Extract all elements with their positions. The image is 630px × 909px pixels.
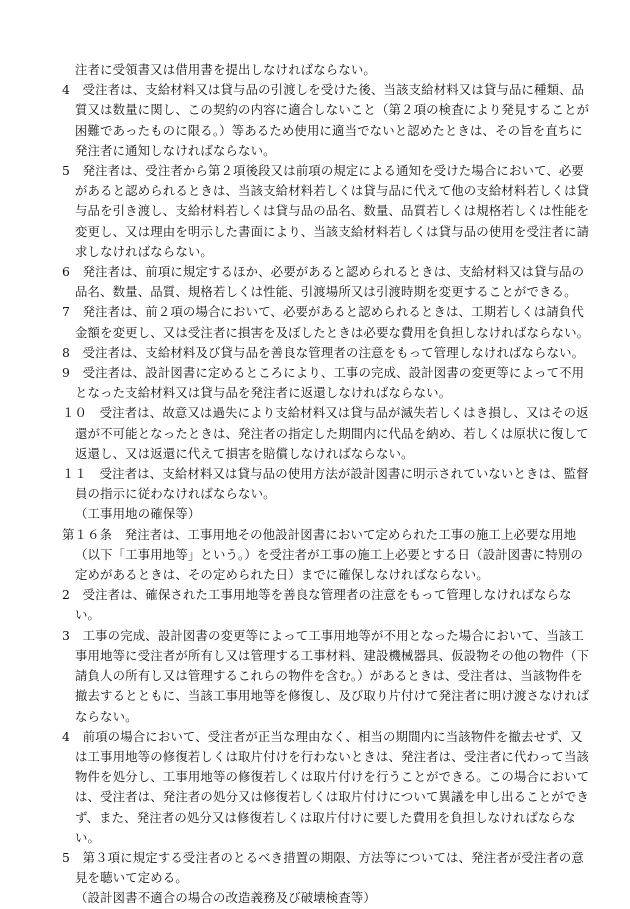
paragraph-16-3: 3 工事の完成、設計図書の変更等によって工事用地等が不用となった場合において、当該工事用地等に受注者が所有し又は管理する工事材料、建設機械器具、仮設物その他の物件（下請負人の所有し又は管理するこれらの物件を含む。）があるときは、受注者は、当該物件を撤去するとともに、当該工事用地等を修復し、及び取り片付けて発注者に明け渡さなければならない。 (62, 627, 590, 724)
paragraph-15-4: 4 受注者は、支給材料又は貸与品の引渡しを受けた後、当該支給材料又は貸与品に種類、品質又は数量に関し、この契約の内容に適合しないこと（第２項の検査により発見することが困難であったものに限る。）等あるため使用に適当でないと認めたときは、その旨を直ちに発注者に通知しなければならない。 (62, 82, 590, 158)
article-16-heading: （工事用地の確保等） (75, 506, 201, 522)
article-17-heading: （設計図書不適合の場合の改造義務及び破壊検査等） (75, 890, 376, 906)
paragraph-15-7: 7 発注者は、前２項の場合において、必要があると認められるときは、工期若しくは請負代金額を変更し、又は受注者に損害を及ぼしたときは必要な費用を負担しなければならない。 (62, 304, 590, 340)
paragraph-16-2: 2 受注者は、確保された工事用地等を善良な管理者の注意をもって管理しなければならない。 (62, 587, 572, 623)
paragraph-15-5: 5 発注者は、受注者から第２項後段又は前項の規定による通知を受けた場合において、必要があると認められるときは、当該支給材料若しくは貸与品に代えて他の支給材料若しくは貸与品を引き渡し、支給材料若しくは貸与品の品名、数量、品質若しくは規格若しくは性能を変更し、又は理由を明示した書面により、当該支給材料若しくは貸与品の使用を受注者に請求しなければならない。 (62, 163, 590, 259)
paragraph-15-10: １０ 受注者は、故意又は過失により支給材料又は貸与品が滅失若しくはき損し、又はその返還が不可能となったときは、発注者の指定した期間内に代品を納め、若しくは原状に復して返還し、又は返還に代えて損害を賠償しなければならない。 (62, 405, 589, 461)
paragraph-16-5: 5 第３項に規定する受注者のとるべき措置の期限、方法等については、発注者が受注者の意見を聴いて定める。 (62, 849, 584, 886)
paragraph-15-9: 9 受注者は、設計図書に定めるところにより、工事の完成、設計図書の変更等によって不用となった支給材料又は貸与品を発注者に返還しなければならない。 (62, 365, 585, 401)
paragraph-15-8: 8 受注者は、支給材料及び貸与品を善良な管理者の注意をもって管理しなければならない。 (62, 344, 585, 360)
article-16-paragraph-1: 第１６条 発注者は、工事用地その他設計図書において定められた工事の施工上必要な用地（以下「工事用地等」という。）を受注者が工事の施工上必要とする日（設計図書に特別の定めがあるときは、その定められた日）までに確保しなければならない。 (62, 526, 583, 583)
paragraph-15-11: １１ 受注者は、支給材料又は貸与品の使用方法が設計図書に明示されていないときは、監督員の指示に従わなければならない。 (62, 466, 589, 502)
paragraph-15-6: 6 発注者は、前項に規定するほか、必要があると認められるときは、支給材料又は貸与品の品名、数量、品質、規格若しくは性能、引渡場所又は引渡時期を変更することができる。 (62, 264, 585, 300)
paragraph-16-4: 4 前項の場合において、受注者が正当な理由なく、相当の期間内に当該物件を撤去せず、又は工事用地等の修復若しくは取片付けを行わないときは、発注者は、受注者に代わって当該物件を処分し、工事用地等の修復若しくは取片付けを行うことができる。この場合においては、受注者は、発注者の処分又は修復若しくは取片付けについて異議を申し出ることができず、また、発注者の処分又は修復若しくは取片付けに要した費用を負担しなければならない。 (62, 728, 590, 845)
paragraph-15-3-continued: 注者に受領書又は借用書を提出しなければならない。 (75, 62, 376, 77)
